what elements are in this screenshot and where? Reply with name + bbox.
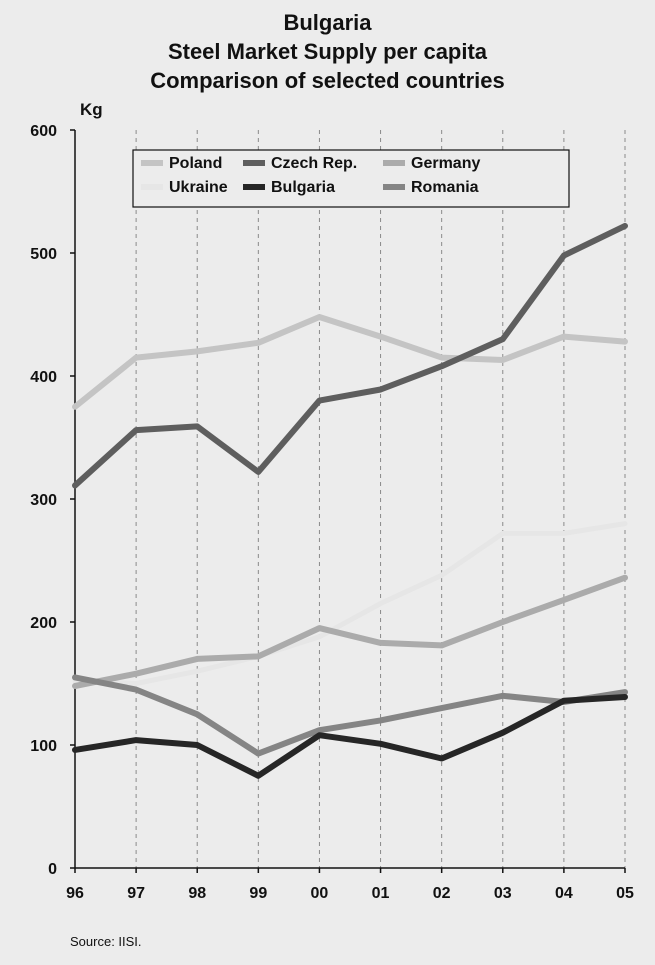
legend-label-germany: Germany xyxy=(411,155,481,172)
legend-label-ukraine: Ukraine xyxy=(169,179,228,196)
y-tick-label: 200 xyxy=(30,615,57,632)
x-tick-label: 99 xyxy=(249,885,268,902)
legend-label-bulgaria: Bulgaria xyxy=(271,179,336,196)
title-line-1: Bulgaria xyxy=(283,10,372,35)
x-tick-label: 98 xyxy=(188,885,207,902)
series-line-ukraine xyxy=(75,524,625,684)
x-tick-label: 02 xyxy=(432,885,451,902)
x-tick-label: 00 xyxy=(310,885,329,902)
y-axis-unit-label: Kg xyxy=(80,100,103,119)
series-line-germany xyxy=(75,578,625,686)
source-note: Source: IISI. xyxy=(70,934,142,949)
x-tick-label: 97 xyxy=(127,885,146,902)
series-layer xyxy=(75,226,625,776)
legend-label-poland: Poland xyxy=(169,155,223,172)
x-tick-label: 03 xyxy=(493,885,512,902)
x-tick-label: 96 xyxy=(66,885,84,902)
y-tick-label: 0 xyxy=(48,861,57,878)
x-tick-label: 01 xyxy=(371,885,390,902)
title-line-2: Steel Market Supply per capita xyxy=(167,39,488,64)
y-tick-label: 400 xyxy=(30,369,57,386)
grid-layer xyxy=(136,130,625,868)
y-tick-label: 300 xyxy=(30,492,57,509)
y-tick-label: 500 xyxy=(30,246,57,263)
series-line-bulgaria xyxy=(75,697,625,776)
title-line-3: Comparison of selected countries xyxy=(150,68,505,93)
legend-label-czech-rep: Czech Rep. xyxy=(271,155,358,172)
y-tick-label: 600 xyxy=(30,123,57,140)
x-tick-label: 05 xyxy=(616,885,634,902)
legend-label-romania: Romania xyxy=(411,179,479,196)
x-tick-label: 04 xyxy=(554,885,573,902)
y-tick-label: 100 xyxy=(30,738,57,755)
axis-layer xyxy=(30,123,634,902)
legend xyxy=(133,150,569,207)
